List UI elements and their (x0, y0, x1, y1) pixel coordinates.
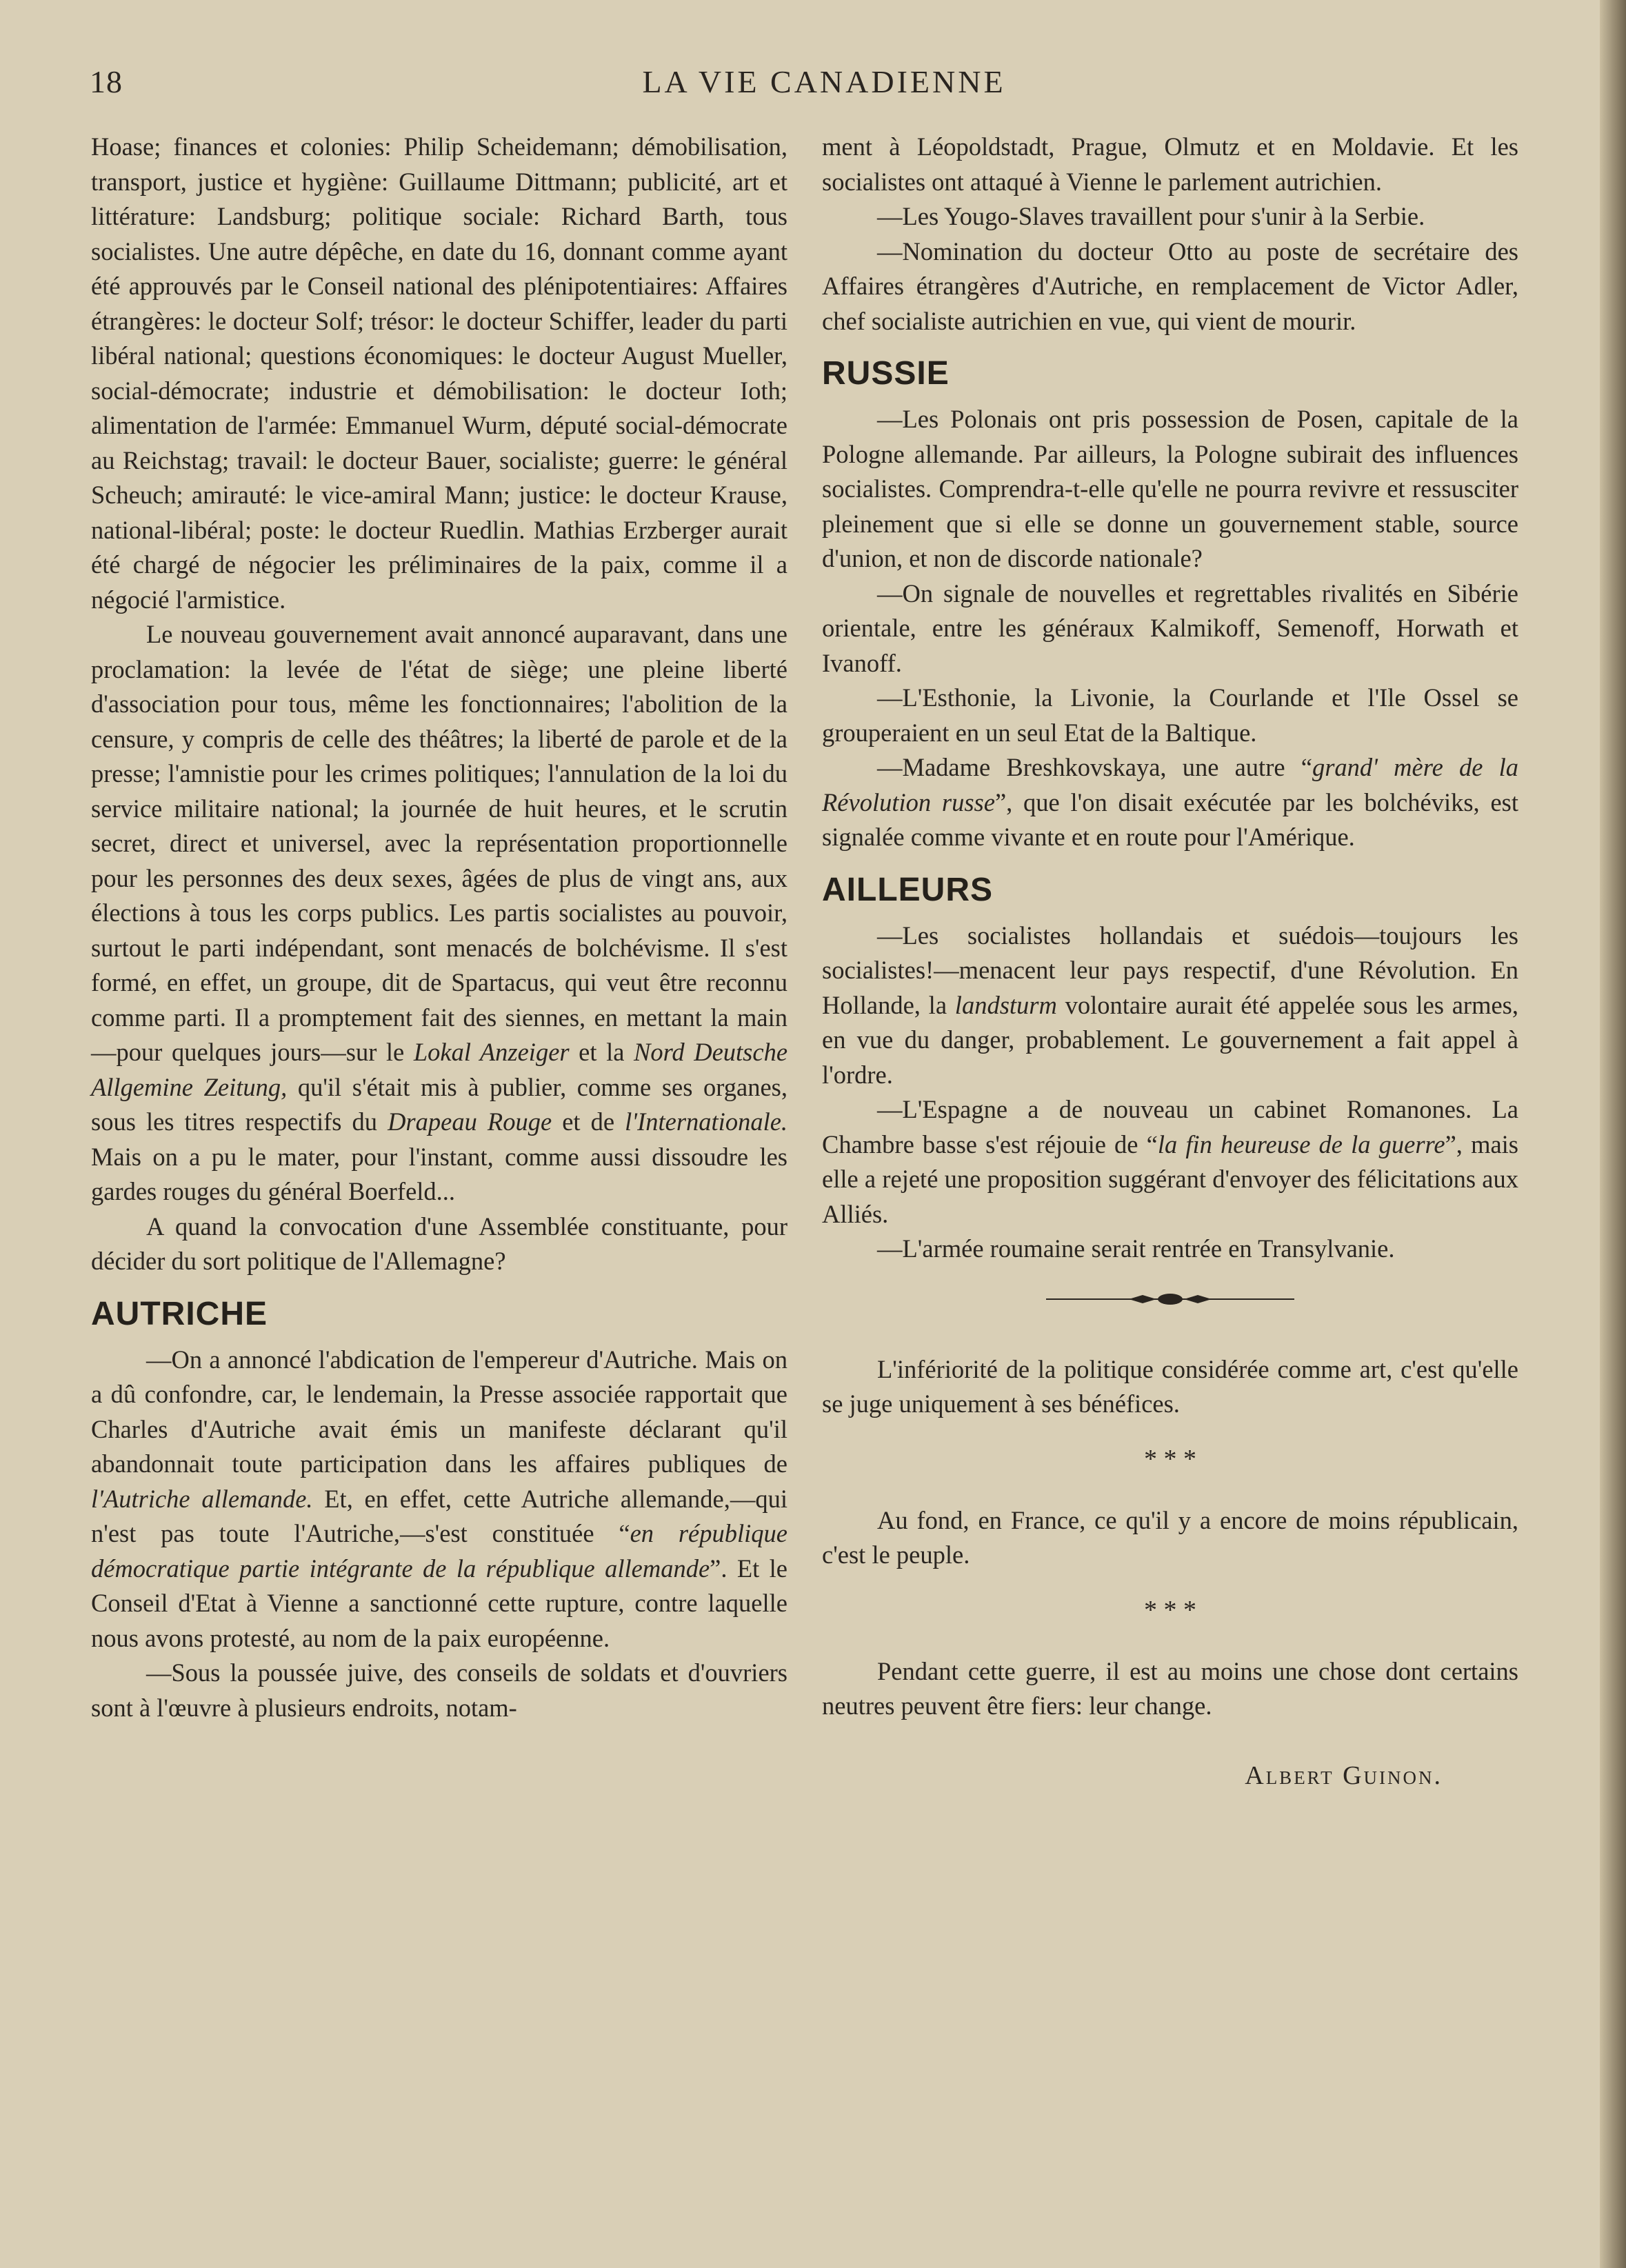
asterism-2: * * * (1144, 1595, 1196, 1625)
internationale-title: l'Internationale. (625, 1107, 788, 1136)
right-column (822, 130, 1518, 1793)
page-number: 18 (90, 64, 123, 99)
paragraph-ministers: Hoase; finances et colonies: Philip Scheidemann; démobilisation, transport, justice et hygiène: Guillaume Dittmann; publicité, art et littérature: Landsburg; politique sociale: Richard Barth, tous socialistes. Une autre dépêche, en date du 16, donnant comme ayant été approuvés par le Conseil national des plénipotentiaires: Affaires étrangères: le docteur Solf; trésor: le docteur Schiffer, leader du parti libéral national; questions économiques: le docteur August Mueller, social-démocrate; industrie et démobilisation: le docteur Ioth; alimentation de l'armée: Emmanuel Wurm, député social-démocrate au Reichstag; travail: le docteur Bauer, socialiste; guerre: le général Scheuch; amirauté: le vice-amiral Mann; justice: le docteur Krause, national-libéral; poste: le docteur Ruedlin. Mathias Erzberger aurait été chargé de négocier les préliminaires de la paix, comme il a négocié l'armistice. (91, 132, 787, 614)
drapeau-rouge-title: Drapeau Rouge (388, 1107, 552, 1136)
paragraph-nomination: —Nomination du docteur Otto au poste de secrétaire des Affaires étrangères d'Autriche, en remplacement de Victor Adler, chef socialiste autrichien en vue, qui vient de mourir. (822, 237, 1518, 335)
paragraph-baltique: —L'Esthonie, la Livonie, la Courlande et l'Ile Ossel se grouperaient en un seul Etat de la Baltique. (822, 683, 1518, 747)
lokal-anzeiger-title: Lokal Anzeiger (413, 1038, 570, 1066)
paragraph-yougo-slaves: —Les Yougo-Slaves travaillent pour s'unir à la Serbie. (877, 202, 1425, 230)
paragraph-assemblee: A quand la convocation d'une Assemblée constituante, pour décider du sort politique de l'Allemagne? (91, 1212, 787, 1275)
page-binding-edge (1600, 0, 1626, 2268)
running-title: LA VIE CANADIENNE (642, 64, 1006, 99)
paragraph-espagne: —L'Espagne a de nouveau un cabinet Romanones. La Chambre basse s'est réjouie de “la fin heureuse de la guerre”, mais elle a rejeté une proposition suggérant d'envoyer des félicitations aux Alliés. (822, 1095, 1519, 1228)
divider-ornament-icon (1046, 1287, 1294, 1311)
page-header (90, 63, 1558, 112)
landsturm-word: landsturm (954, 990, 1057, 1019)
paragraph-polonais: —Les Polonais ont pris possession de Posen, capitale de la Pologne allemande. Par ailleurs, la Pologne subirait des influences socialistes. Comprendra-t-elle qu'elle ne pourra revivre et ressusciter pleinement que si elle se donne un gouvernement stable, source d'union, et non de discorde nationale? (822, 405, 1518, 572)
section-heading-autriche: AUTRICHE (91, 1295, 268, 1332)
section-heading-ailleurs: AILLEURS (822, 871, 993, 908)
fin-heureuse-phrase: la fin heureuse de la guerre (1157, 1130, 1445, 1158)
paragraph-breshkovskaya: —Madame Breshkovskaya, une autre “grand' mère de la Révolution russe”, que l'on disait exécutée par les bolchéviks, est signalée comme vivante et en route pour l'Amérique. (822, 753, 1518, 851)
asterism-1: * * * (1144, 1444, 1196, 1474)
republique-phrase: en république démocratique partie intégrante de la république allemande (91, 1519, 787, 1583)
paragraph-proclamation: Le nouveau gouvernement avait annoncé auparavant, dans une proclamation: la levée de l'état de siège; une pleine liberté d'association pour tous, même les fonctionnaires; l'abolition de la censure, y compris de celle des théâtres; la liberté de parole et de la presse; l'amnistie pour les crimes politiques; l'annulation de la loi du service militaire national; la journée de huit heures, et le scrutin secret, direct et universel, avec la représentation proportionnelle pour les personnes des deux sexes, âgées de plus de vingt ans, aux élections à tous les corps publics. Les partis socialistes au pouvoir, surtout le parti indépendant, sont menacés de bolchévisme. Il s'est formé, en effet, un groupe, dit de Spartacus, qui veut être reconnu comme parti. Il a promptement fait des siennes, en mettant la main—pour quelques jours—sur le Lokal Anzeiger et la Nord Deutsche Allgemine Zeitung, qu'il s'était mis à publier, comme ses organes, sous les titres respectifs du Drapeau Rouge et de l'Internationale. Mais on a pu le mater, pour l'instant, comme aussi dissoudre les gardes rouges du général Boerfeld... (91, 620, 788, 1205)
paragraph-roumanie: —L'armée roumaine serait rentrée en Transylvanie. (877, 1234, 1395, 1263)
thought-france: Au fond, en France, ce qu'il y a encore de moins républicain, c'est le peuple. (822, 1505, 1518, 1569)
author-signature: Albert Guinon. (1245, 1760, 1443, 1790)
nord-deutsche-title: Nord Deutsche Allgemine Zeitung, (91, 1038, 788, 1101)
paragraph-conseils-continued: ment à Léopoldstadt, Prague, Olmutz et en Moldavie. Et les socialistes ont attaqué à Vienne le parlement autrichien. (822, 132, 1518, 196)
paragraph-abdication: —On a annoncé l'abdication de l'empereur d'Autriche. Mais on a dû confondre, car, le lendemain, la Presse associée rapportait que Charles d'Autriche avait émis un manifeste déclarant qu'il abandonnait toute participation dans les affaires publiques de l'Autriche allemande. Et, en effet, cette Autriche allemande,—qui n'est pas toute l'Autriche,—s'est constituée “en république démocratique partie intégrante de la république allemande”. Et le Conseil d'Etat à Vienne a sanctionné cette rupture, contre laquelle nous avons protesté, au nom de la paix européenne. (91, 1345, 788, 1652)
thought-politique: L'infériorité de la politique considérée comme art, c'est qu'elle se juge uniquement à ses bénéfices. (822, 1354, 1518, 1418)
paragraph-conseils: —Sous la poussée juive, des conseils de soldats et d'ouvriers sont à l'œuvre à plusieurs endroits, notam- (91, 1658, 787, 1722)
autriche-allemande-phrase: l'Autriche allemande. (91, 1484, 313, 1513)
paragraph-hollande: —Les socialistes hollandais et suédois—toujours les socialistes!—menacent leur pays respectif, d'une Révolution. En Hollande, la landsturm volontaire aurait été appelée sous les armes, en vue du danger, probablement. Le gouvernement a fait appel à l'ordre. (822, 921, 1518, 1089)
grand-mere-phrase: grand' mère de la Révolution russe (822, 753, 1518, 816)
left-column (91, 130, 787, 1725)
paragraph-siberie: —On signale de nouvelles et regrettables rivalités en Sibérie orientale, entre les généraux Kalmikoff, Semenoff, Horwath et Ivanoff. (822, 579, 1518, 677)
thought-neutres: Pendant cette guerre, il est au moins une chose dont certains neutres peuvent être fiers: leur change. (822, 1656, 1518, 1720)
section-heading-russie: RUSSIE (822, 355, 950, 392)
